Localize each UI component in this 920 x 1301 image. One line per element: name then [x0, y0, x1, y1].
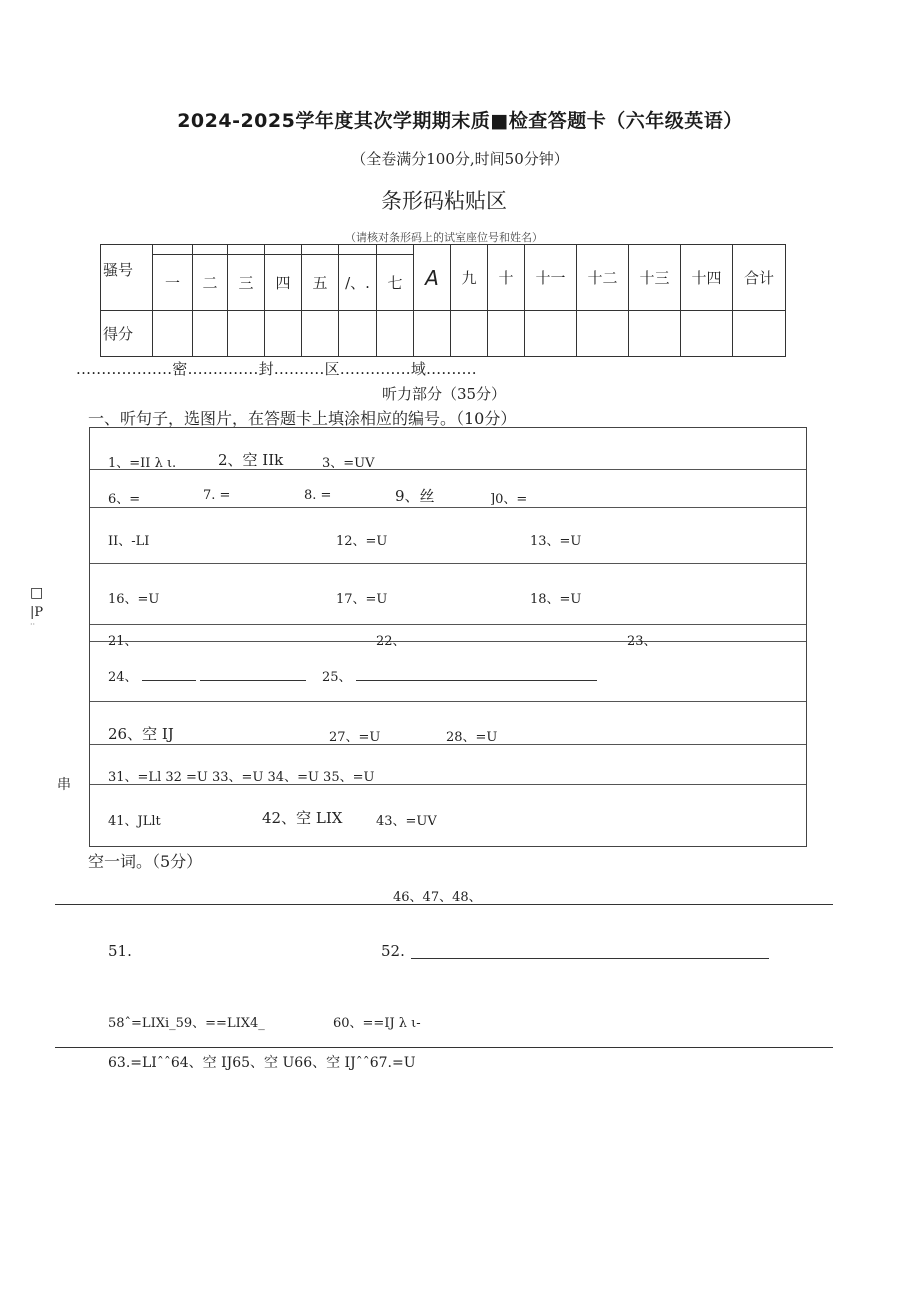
answer-2[interactable]: 2、空 IIk [218, 451, 284, 469]
answer-23[interactable]: 23、 [627, 634, 657, 649]
listening-section-title: 听力部分（35分） [381, 385, 507, 403]
col-header-7: 七 [377, 255, 414, 311]
score-cell[interactable] [302, 311, 339, 357]
score-cell[interactable] [153, 311, 193, 357]
score-cell[interactable] [629, 311, 681, 357]
col-header-11: 十一 [525, 245, 577, 311]
answer-41[interactable]: 41、JLlt [108, 814, 161, 829]
answer-24[interactable]: 24、 [108, 666, 306, 685]
question-1-heading: 一、听句子，选图片，在答题卡上填涂相应的编号。（10分） [88, 409, 517, 428]
answers-63-67[interactable]: 63.=LIˆˆ64、空 IJ65、空 U66、空 IJˆˆ67.=U [108, 1055, 416, 1071]
answer-12[interactable]: 12、=U [336, 534, 388, 549]
score-cell[interactable] [228, 311, 265, 357]
answer-8[interactable]: 8. = [304, 488, 332, 503]
margin-p-mark: |P [30, 605, 44, 620]
answer-9[interactable]: 9、丝 [395, 487, 435, 505]
answer-21[interactable]: 21、 [108, 634, 138, 649]
score-cell[interactable] [681, 311, 733, 357]
answer-27[interactable]: 27、=U [329, 730, 381, 745]
divider-line [55, 1047, 833, 1048]
col-header-8: A [414, 245, 451, 311]
margin-box-mark: □ [30, 585, 44, 601]
answer-43[interactable]: 43、=UV [376, 814, 437, 829]
score-cell[interactable] [525, 311, 577, 357]
divider-line [55, 904, 833, 905]
col-header-1: 一 [153, 255, 193, 311]
answer-18[interactable]: 18、=U [530, 592, 582, 607]
answer-3[interactable]: 3、=UV [322, 456, 375, 471]
answer-52-line [411, 958, 769, 959]
score-cell[interactable] [414, 311, 451, 357]
col-header-10: 十 [488, 245, 525, 311]
answer-6[interactable]: 6、= [108, 492, 141, 507]
answer-7[interactable]: 7. = [203, 488, 231, 503]
col-header-3: 三 [228, 255, 265, 311]
score-cell[interactable] [193, 311, 228, 357]
col-header-13: 十三 [629, 245, 681, 311]
answer-1[interactable]: 1、=II λ ι. [108, 456, 177, 471]
barcode-area-label: 条形码粘贴区 [381, 189, 507, 213]
answer-10[interactable]: ]0、= [490, 492, 528, 507]
listening-answer-box [89, 427, 807, 847]
verify-note: （请核对条形码上的试室座位号和姓名） [345, 231, 543, 244]
answer-51[interactable]: 51. [108, 942, 132, 960]
col-header-4: 四 [265, 255, 302, 311]
question-number-label: 骚号 [101, 245, 153, 311]
answer-16[interactable]: 16、=U [108, 592, 160, 607]
seal-line: ...................密..............封..........区..............域.......... [76, 360, 477, 378]
score-cell[interactable] [377, 311, 414, 357]
page-title: 2024-2025学年度其次学期期末质■检查答题卡（六年级英语） [177, 110, 743, 132]
score-cell[interactable] [577, 311, 629, 357]
answers-46-48[interactable]: 46、47、48、 [393, 890, 482, 905]
margin-tiny-mark: ·· [30, 620, 36, 629]
col-header-total: 合计 [733, 245, 786, 311]
score-cell-total[interactable] [733, 311, 786, 357]
col-header-12: 十二 [577, 245, 629, 311]
col-header-14: 十四 [681, 245, 733, 311]
score-row-label: 得分 [101, 311, 153, 357]
exam-subtitle: （全卷满分100分,时间50分钟） [351, 150, 569, 168]
answer-17[interactable]: 17、=U [336, 592, 388, 607]
col-header-6: /、. [339, 255, 377, 311]
margin-chuan-mark: 串 [57, 777, 71, 793]
score-cell[interactable] [451, 311, 488, 357]
answer-26[interactable]: 26、空 IJ [108, 725, 174, 743]
score-table [100, 244, 786, 357]
score-cell[interactable] [488, 311, 525, 357]
col-header-9: 九 [451, 245, 488, 311]
answer-42[interactable]: 42、空 LIX [262, 809, 343, 827]
answer-22[interactable]: 22、 [376, 634, 406, 649]
answer-13[interactable]: 13、=U [530, 534, 582, 549]
answer-60[interactable]: 60、==IJ λ ι- [333, 1016, 421, 1031]
fill-word-heading: 空一词。（5分） [88, 852, 203, 871]
score-cell[interactable] [265, 311, 302, 357]
col-header-2: 二 [193, 255, 228, 311]
answer-28[interactable]: 28、=U [446, 730, 498, 745]
answers-58-59[interactable]: 58ˆ=LIXi_59、==LIX4_ [108, 1016, 265, 1031]
score-cell[interactable] [339, 311, 377, 357]
answer-52[interactable]: 52. [381, 942, 405, 960]
answers-31-35[interactable]: 31、=Ll 32 =U 33、=U 34、=U 35、=U [108, 770, 375, 785]
answer-11[interactable]: II、-LI [108, 534, 150, 549]
col-header-5: 五 [302, 255, 339, 311]
answer-25[interactable]: 25、 [322, 666, 597, 685]
